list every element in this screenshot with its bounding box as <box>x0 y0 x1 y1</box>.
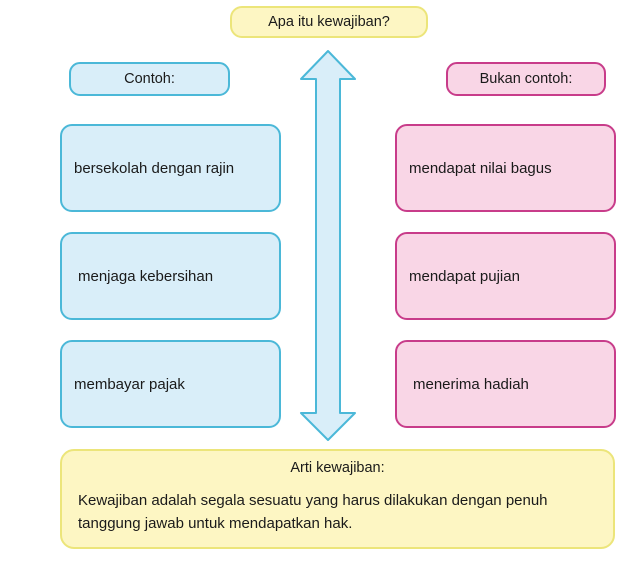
examples-header-text: Contoh: <box>124 71 175 87</box>
definition-title: Arti kewajiban: <box>290 460 385 476</box>
example-item <box>60 124 281 212</box>
definition-box <box>60 449 615 549</box>
non-example-item <box>395 124 616 212</box>
non-example-text: mendapat pujian <box>409 267 520 285</box>
examples-header <box>69 62 230 96</box>
non-example-text: menerima hadiah <box>413 375 529 393</box>
non-example-item <box>395 232 616 320</box>
example-text: menjaga kebersihan <box>78 267 214 285</box>
example-text: bersekolah dengan rajin <box>74 159 235 177</box>
diagram-title-text: Apa itu kewajiban? <box>268 14 390 30</box>
definition-text: Kewajiban adalah segala sesuatu yang harus dilakukan dengan penuh tanggung jawab untuk mendapatkan hak. <box>78 492 548 532</box>
double-arrow-icon <box>298 48 358 444</box>
non-examples-header-text: Bukan contoh: <box>479 71 573 87</box>
example-item <box>60 340 281 428</box>
non-examples-header <box>446 62 606 96</box>
non-example-text: mendapat nilai bagus <box>409 159 552 177</box>
diagram-title <box>230 6 428 38</box>
example-item <box>60 232 281 320</box>
example-text: membayar pajak <box>74 375 185 393</box>
non-example-item <box>395 340 616 428</box>
